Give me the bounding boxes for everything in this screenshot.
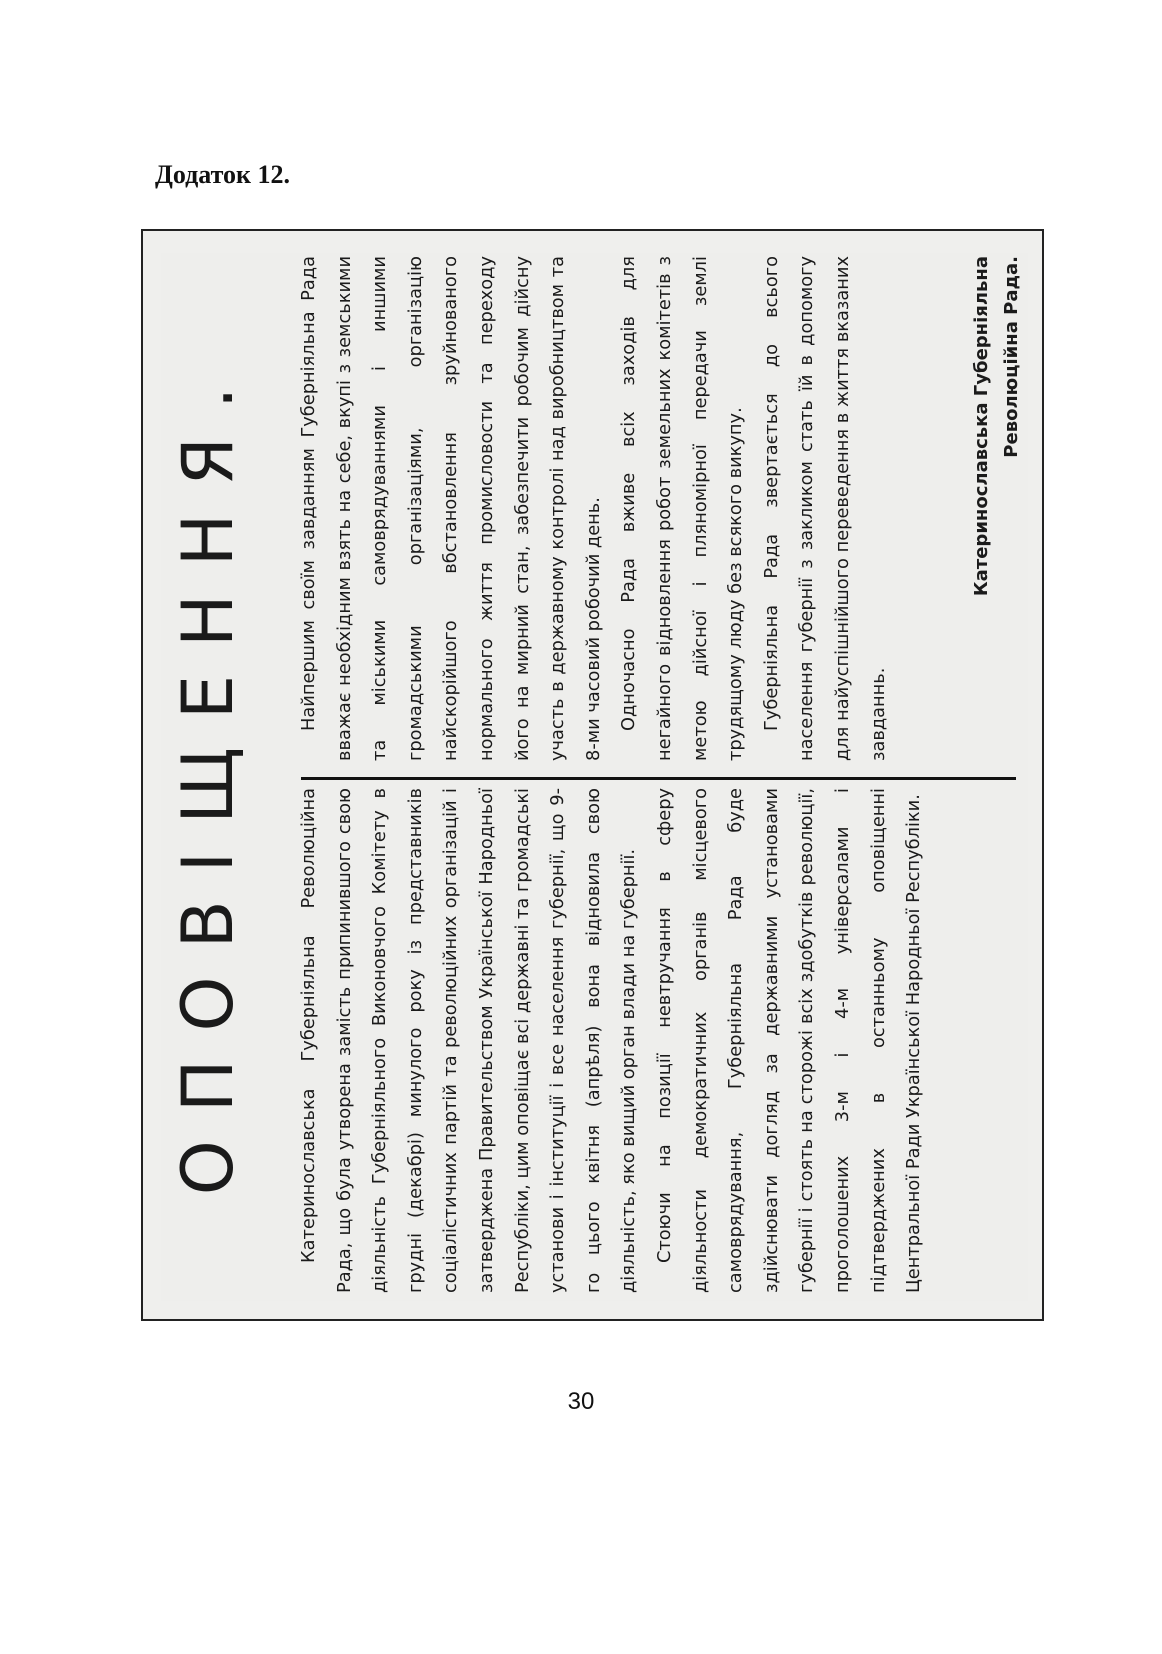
right-paragraph-1: Найпершим своїм завданням Губерніяльна Рада вважає необхідним взять на себе, вкупі з земськими та міськими самоврядуваннями і иншими громадськими організаціями, організацію найскорійшого вбстановлення зруйнованого нормального життя промисловости та переходу його на мирний стан, забезпечити робочим дійсну участь в державному контролі над виробництвом та 8-ми часовий робочий день.	[298, 256, 604, 761]
newspaper-clipping	[161, 253, 1028, 1301]
column-divider	[301, 777, 1016, 780]
clipping-title: ОПОВІЩЕННЯ.	[167, 358, 249, 1196]
right-paragraph-3: Губерніяльна Рада звертається до всього населення губернії з закликом стать їй в допомогу для найуспішнійшого переведення в життя вказаних завданнь.	[760, 256, 889, 761]
page-number: 30	[567, 1388, 595, 1415]
signature-block	[967, 256, 1027, 761]
left-column	[291, 788, 932, 1293]
clipping-frame	[141, 229, 1044, 1321]
signature-line-1: Катеринославська Губерніяльна	[971, 256, 992, 597]
signature-line-2: Революційна Рада.	[1001, 256, 1022, 458]
left-paragraph-1: Катеринославська Губерніяльна Революційна Рада, що була утворена замість припинившого свою діяльність Губерніяльного Виконовчого Комітету в грудні (декабрі) минулого року із представників соціалістичних партій та революційних організацій і затверджена Правительством Української Народньої Республіки, цим оповіщає всі державні та громадські установи і інституції і все населення губернії, що 9-го цього квітня (апрѣля) вона відновила свою діяльність, яко вищий орган влади на губернії.	[298, 788, 640, 1293]
right-paragraph-2: Одночасно Рада вживе всіх заходів для негайного відновлення робот земельних комітетів з метою дійсної і пляномірної передачи землі трудящому люду без всякого викупу.	[618, 256, 747, 761]
left-paragraph-2: Стоючи на позиції невтручання в сферу діяльности демократичних органів місцевого самоврядування, Губерніяльна Рада буде здійснювати догляд за державними установами губернії і стоять на сторожі всіх здобутків революції, проголошених 3-м і 4-м універсалами і підтверджених в останньому оповіщенні Центральної Ради Української Народньої Республіки.	[653, 788, 925, 1293]
rotated-clipping	[143, 231, 1044, 1321]
right-column	[291, 256, 896, 761]
appendix-heading: Додаток 12.	[155, 160, 291, 189]
